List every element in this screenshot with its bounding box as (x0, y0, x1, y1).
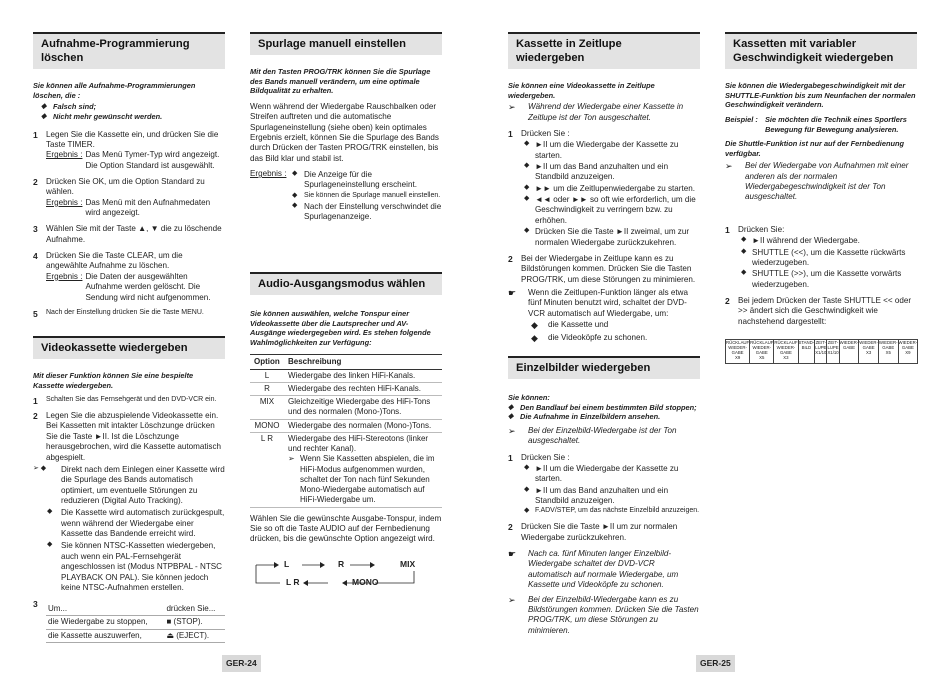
cell-line: GABE (901, 344, 914, 350)
step-number: 2 (508, 253, 513, 264)
table-cell: L R (250, 432, 284, 507)
note-text: Bei der Wiedergabe von Aufnahmen mit einer anderen als der normalen Wiedergabegeschwindigkeit ist der Ton ausgeschaltet. (745, 161, 909, 202)
cell-line: X9 (905, 349, 911, 355)
table-cell: MONO (250, 419, 284, 432)
note-text: Bei der Einzelbild-Wiedergabe kann es zu Bildstörungen kommen. Drücken Sie die Tasten PROG/TRK, um diese Störungen zu minimieren. (528, 594, 699, 635)
diamond-icon: ◆ (524, 195, 530, 203)
arrow-icon: ➢ (288, 454, 295, 464)
table-cell: Um... (46, 603, 164, 616)
bullet-text: Nach der Einstellung verschwindet die Spurlagenanzeige. (304, 201, 442, 222)
step-2 (508, 254, 700, 285)
title-line: Kassetten mit variabler (733, 38, 857, 50)
column-1-lower (33, 336, 225, 643)
intro-text: Sie können eine Videokassette in Zeitlupe wiedergeben. (508, 81, 655, 100)
speed-cell (827, 340, 839, 364)
step-text: Bei jedem Drücken der Taste SHUTTLE << oder >> ändert sich die Geschwindigkeit wie nachstehend dargestellt: (738, 295, 912, 326)
table-row (726, 340, 918, 364)
body-text: Wählen Sie die gewünschte Ausgabe-Tonspur, indem Sie so oft die Taste AUDIO auf der Fernbedienung drücken, bis die gewünschte Option angezeigt wird. (250, 513, 442, 544)
step-text: Drücken Sie : (521, 452, 570, 462)
cell-line: GABE (731, 349, 744, 355)
title-line: wiedergeben (516, 52, 585, 64)
bullet (528, 320, 700, 332)
note-text: Wenn Sie Kassetten abspielen, die im HiFi-Modus aufgenommen wurden, schaltet der Ton nach fünf Sekunden Mono-Wiedergabe automatisch auf HiFi-Wiedergabe um. (300, 454, 435, 505)
step-text: Drücken Sie die Taste CLEAR, um die angewählte Aufnahme zu löschen. (46, 251, 183, 271)
example-text: Sie möchten die Technik eines Sportlers Bewegung für Bewegung analysieren. (765, 114, 907, 134)
cell-line: RÜCKLAUF (726, 340, 750, 346)
bullet (521, 162, 700, 183)
step-5 (33, 309, 225, 320)
bullet-text: ►II während der Wiedergabe. (752, 236, 860, 246)
page-number-right: GER-25 (696, 655, 735, 672)
table-row (46, 616, 225, 629)
arrow-icon: ➢ (508, 425, 516, 436)
bullet (521, 140, 700, 161)
title-line: löschen (41, 52, 84, 64)
table-cell: Wiedergabe des normalen (Mono-)Tons. (284, 419, 442, 432)
step-1 (508, 129, 700, 248)
diamond-icon: ◆ (524, 227, 530, 235)
cell-line: STAND- (798, 340, 815, 346)
bullet-text: ►II um die Wiedergabe der Kassette zu starten. (535, 463, 679, 484)
cell-line: ZEIT- (827, 340, 839, 346)
audio-cycle-diagram (250, 557, 442, 593)
result (46, 272, 225, 303)
cell-text: Wiedergabe des HiFi-Stereotons (linker und rechter Kanal). (288, 433, 429, 454)
result-label: Ergebnis : (250, 169, 287, 179)
step-number: 2 (725, 295, 730, 306)
bullet-text: ◄◄ oder ►► so oft wie erforderlich, um die Geschwindigkeit zu verringern bzw. zu erhöhen. (535, 195, 696, 225)
note (508, 595, 700, 636)
section-title-audio-output: Audio-Ausgangsmodus wählen (250, 272, 442, 295)
speed-cell (774, 340, 798, 364)
intro-text: Mit dieser Funktion können Sie eine bespielte Kassette wiedergeben. (33, 371, 194, 390)
note (288, 454, 438, 505)
speed-cell (898, 340, 918, 364)
table-cell: Wiedergabe des linken HiFi-Kanals. (284, 369, 442, 382)
table-row (250, 432, 442, 507)
flow-label-r: R (338, 558, 345, 569)
note-text: Während der Wiedergabe einer Kassette in Zeitlupe ist der Ton ausgeschaltet. (528, 102, 684, 122)
bullet (738, 269, 917, 290)
table-cell: ⏏ (EJECT). (164, 629, 225, 642)
bullet (521, 227, 700, 248)
table-cell: MIX (250, 396, 284, 419)
step-number: 1 (508, 128, 513, 139)
column-2-lower (250, 272, 442, 593)
table-cell: die Wiedergabe zu stoppen, (46, 616, 164, 629)
section-title-play-cassette: Videokassette wiedergeben (33, 336, 225, 359)
table-cell: L (250, 369, 284, 382)
section-title-single-frame: Einzelbilder wiedergeben (508, 356, 700, 379)
step-number: 5 (33, 308, 38, 319)
intro-text: Die Shuttle-Funktion ist nur auf der Fernbedienung verfügbar. (725, 139, 905, 158)
column-3 (508, 32, 700, 344)
step-3 (33, 599, 225, 643)
diamond-icon: ◆ (41, 103, 47, 111)
note-text: Bei der Einzelbild-Wiedergabe ist der Ton ausgeschaltet. (528, 425, 677, 446)
cell-line: WIEDER- (898, 340, 918, 346)
tip-text: Wenn die Zeitlupen-Funktion länger als etwa fünf Minuten benutzt wird, schaltet der DVD-VCR automatisch auf Wiedergabe, um: (528, 288, 689, 318)
speed-cell (750, 340, 774, 364)
shuttle-speed-table (725, 339, 918, 364)
step-number: 2 (33, 176, 38, 187)
bullet-text: F.ADV/STEP, um das nächste Einzelbild anzuzeigen. (535, 507, 700, 515)
step-1 (33, 130, 225, 171)
cell-line: BILD (801, 344, 812, 350)
cell-line: X1/10 (815, 349, 827, 355)
step-number: 2 (33, 411, 38, 422)
table-row (250, 382, 442, 395)
table-cell: Wiedergabe des rechten HiFi-Kanals. (284, 382, 442, 395)
step-number: 4 (33, 251, 38, 262)
bullet (292, 202, 442, 223)
speed-cell (878, 340, 898, 364)
result (46, 150, 225, 171)
diamond-icon: ◆ (741, 247, 747, 255)
column-2 (250, 32, 442, 222)
flow-label-l: L (284, 558, 290, 569)
bullet-text: Den Bandlauf bei einem bestimmten Bild stoppen; (520, 402, 697, 412)
table-cell: Gleichzeitige Wiedergabe des HiFi-Tons und des normalen (Mono-)Tons. (284, 396, 442, 419)
audio-options-table (250, 354, 442, 508)
bullet-text: Direkt nach dem Einlegen einer Kassette wird die Spurlage des Bands automatisch optimiert, um eventuelle Störungen zu reduzieren (Digital Auto Tracking). (61, 464, 225, 505)
bullet-text: ►II um das Band anzuhalten und ein Standbild anzuzeigen. (535, 485, 669, 506)
diamond-icon: ◆ (524, 162, 530, 170)
result-text: Das Menü Tymer-Typ wird angezeigt. Die Option Standard ist ausgewählt. (85, 150, 220, 170)
step-text: Legen Sie die abzuspielende Videokassette ein. Bei Kassetten mit intakter Löschzunge drücken Sie die Taste ►II. Ist die Löschzunge herausgebrochen, wird die Kassette automatisch abgespielt. (46, 411, 222, 462)
note (508, 426, 700, 447)
bullet (33, 541, 225, 593)
diamond-icon: ◆ (292, 201, 298, 209)
tip (508, 288, 700, 344)
example-label: Beispiel : (725, 114, 758, 124)
step-1 (508, 453, 700, 517)
bullet-text: Sie können NTSC-Kassetten wiedergeben, auch wenn ein PAL-Fernsehgerät angeschlossen ist (Modus NTPBPAL - NTSC PLAYBACK ON PAL). Sie können jedoch keine NTSC-Aufnahmen erstellen. (61, 541, 223, 592)
section-title-slow-motion (508, 32, 700, 69)
diamond-icon: ◆ (524, 183, 530, 191)
bullet (521, 464, 700, 485)
step-4 (33, 251, 225, 303)
table-cell (284, 432, 442, 507)
step-number: 3 (33, 224, 38, 235)
column-3-lower (508, 356, 700, 636)
diamond-icon: ◆ (741, 269, 747, 277)
cell-line: GABE (755, 349, 768, 355)
speed-cell (726, 340, 750, 364)
result-label: Ergebnis : (46, 271, 83, 281)
diamond-icon: ◆ (524, 463, 530, 471)
cell-line: X5 (759, 354, 765, 360)
note (508, 102, 700, 123)
step-number: 3 (33, 599, 38, 610)
bullet (292, 192, 442, 201)
bullet (521, 184, 700, 194)
step-2 (508, 522, 700, 543)
bullet-text: Falsch sind; (53, 102, 97, 112)
step-text: Drücken Sie: (738, 224, 785, 234)
column-4 (725, 32, 917, 364)
step-number: 1 (725, 224, 730, 235)
diamond-icon: ◆ (292, 191, 298, 199)
table-row (250, 369, 442, 382)
table-header (46, 603, 225, 616)
section-title-delete-programming (33, 32, 225, 69)
speed-cell (859, 340, 879, 364)
section-title-variable-speed (725, 32, 917, 69)
bullet-text: Sie können die Spurlage manuell einstellen. (304, 191, 441, 199)
speed-cell (798, 340, 815, 364)
flow-label-mix: MIX (400, 558, 416, 569)
result-text: Das Menü mit den Aufnahmedaten wird angezeigt. (85, 197, 211, 218)
step-3 (33, 224, 225, 245)
step-2 (725, 296, 917, 327)
tip-text: Nach ca. fünf Minuten langer Einzelbild-Wiedergabe schaltet der DVD-VCR automatisch auf normale Wiedergabe, um Kassette und Videoköpfe zu schonen. (528, 549, 679, 590)
note (725, 161, 917, 202)
cell-line: RÜCKLAUF (774, 340, 798, 346)
cell-line: GABE (882, 344, 895, 350)
result-label: Ergebnis : (46, 197, 83, 207)
step-text: Nach der Einstellung drücken Sie die Taste MENU. (46, 308, 204, 316)
table-header-cell: Beschreibung (284, 354, 442, 369)
diamond-icon: ◆ (47, 508, 53, 516)
cell-line: X3 (865, 349, 872, 355)
table-cell: ■ (STOP). (164, 616, 225, 629)
step-2 (33, 411, 225, 463)
table-row (250, 419, 442, 432)
cell-line: WIEDER- (728, 344, 747, 350)
step-number: 1 (508, 452, 513, 463)
speed-cell (815, 340, 827, 364)
bullet (292, 170, 442, 191)
intro-text: Sie können auswählen, welche Tonspur einer Videokassette über die Lautsprecher und AV-Ausgänge wiedergegeben wird. Es stehen folgende Wahlmöglichkeiten zur Verfügung: (250, 309, 431, 347)
tip (508, 549, 700, 590)
cell-line: WIEDER- (752, 344, 772, 350)
bullet-text: ►II um das Band anzuhalten und ein Standbild anzuzeigen. (535, 162, 669, 182)
table-row (46, 629, 225, 642)
intro-text: Mit den Tasten PROG/TRK können Sie die Spurlage des Bands manuell verändern, um eine optimale Bildqualität zu erhalten. (250, 67, 431, 96)
arrow-icon: ➢ (508, 102, 516, 113)
step-1 (725, 225, 917, 290)
table-cell: die Kassette auszuwerfen, (46, 629, 164, 642)
step-text: Schalten Sie das Fernsehgerät und den DVD-VCR ein. (46, 396, 217, 404)
step-text: Drücken Sie die Taste ►II um zur normalen Wiedergabe zurückzukehren. (521, 522, 678, 542)
body-text: Wenn während der Wiedergabe Rauschbalken oder Streifen auftreten und die automatische Spurlageneinstellung (siehe oben) kein optimales Ergebnis erzielt, können Sie die Spurlage des Bands durch Drücken der Tasten PROG/TRK einstellen, bis das Bild klar und stabil ist. (250, 101, 439, 163)
diamond-icon: ◆ (292, 170, 298, 178)
table-row (250, 396, 442, 419)
diamond-icon: ◆ (531, 332, 538, 343)
table-cell: R (250, 382, 284, 395)
step-number: 2 (508, 522, 513, 533)
title-line: Geschwindigkeit wiedergeben (733, 52, 894, 64)
bullet (33, 465, 225, 506)
diamond-icon: ◆ (508, 403, 514, 411)
arrow-icon: ➢ (725, 161, 733, 172)
bullet (521, 507, 700, 516)
pointing-hand-icon: ☛ (508, 288, 517, 298)
step-2 (33, 177, 225, 218)
section-title-manual-tracking: Spurlage manuell einstellen (250, 32, 442, 55)
cell-line: LUPE (815, 344, 827, 350)
bullet-text: ►II um die Wiedergabe der Kassette zu starten. (535, 140, 679, 160)
stop-eject-table (46, 603, 225, 643)
cell-line: LUPE (827, 344, 839, 350)
speed-cell (839, 340, 859, 364)
step-text: Wählen Sie mit der Taste ▲, ▼ die zu löschende Aufnahme. (46, 224, 222, 244)
cell-line: GABE (862, 344, 875, 350)
bullet (521, 486, 700, 507)
diamond-icon: ◆ (524, 507, 530, 515)
step-1 (33, 396, 225, 407)
cell-line: GABE (843, 344, 855, 350)
step-text: Legen Sie die Kassette ein, und drücken Sie die Taste TIMER. (46, 129, 219, 149)
bullet-text: Die Anzeige für die Spurlageneinstellung erscheint. (304, 170, 417, 190)
diamond-icon: ◆ (524, 485, 530, 493)
table-header-cell: Option (250, 354, 284, 369)
bullet-text: Drücken Sie die Taste ►II zweimal, um zur normalen Wiedergabe zurückzukehren. (535, 227, 690, 247)
bullet-text: Die Kassette wird automatisch zurückgespult, wenn während der Wiedergabe einer Kassette das Bandende erreicht wird. (61, 508, 225, 539)
result (46, 198, 225, 219)
cell-line: X9 (734, 354, 741, 360)
bullet-text: die Kassette und (548, 320, 609, 330)
bullet (41, 112, 225, 122)
pointing-hand-icon: ☛ (508, 549, 517, 560)
bullet (528, 333, 700, 345)
diamond-icon: ◆ (531, 320, 538, 331)
flow-label-lr: L R (286, 576, 300, 587)
cell-line: ZEIT- (815, 340, 827, 346)
bullet-text: die Videoköpfe zu schonen. (548, 332, 648, 342)
bullet (33, 508, 225, 539)
title-line: Aufnahme-Programmierung (41, 38, 190, 50)
bullet (508, 412, 700, 422)
diamond-icon: ◆ (508, 413, 514, 421)
diamond-icon: ◆ (741, 236, 747, 244)
cell-line: GABE (779, 349, 792, 355)
cell-line: X5 (885, 349, 891, 355)
flow-label-mono: MONO (352, 576, 379, 587)
table-header (250, 354, 442, 369)
result-label: Ergebnis : (46, 150, 83, 160)
cell-line: X3 (783, 354, 789, 360)
bullet (521, 195, 700, 226)
diamond-icon: ◆ (524, 140, 530, 148)
bullet (738, 248, 917, 269)
step-text: Bei der Wiedergabe in Zeitlupe kann es zu Bildstörungen kommen. Drücken Sie die Tasten PROG/TRK, um diese Störungen zu minimieren. (521, 253, 696, 284)
cell-line: RÜCKLAUF (750, 340, 774, 346)
step-number: 1 (33, 396, 38, 407)
bullet (738, 236, 917, 246)
intro-text: Sie können: (508, 393, 550, 402)
cell-line: WIEDER- (859, 340, 878, 346)
table-cell: drücken Sie... (164, 603, 225, 616)
arrow-icon: ➢ (508, 594, 516, 605)
intro-text: Sie können die Wiedergabegeschwindigkeit mit der SHUTTLE-Funktion bis zum Neunfachen der normalen Geschwindigkeit verändern. (725, 81, 916, 110)
bullet-text: Die Aufnahme in Einzelbildern ansehen. (520, 412, 661, 422)
result-text: Die Daten der ausgewählten Aufnahme werden gelöscht. Die Sendung wird nicht aufgenommen. (85, 271, 211, 302)
cell-line: WIEDER- (776, 344, 796, 350)
step-number: 1 (33, 129, 38, 140)
diamond-icon: ◆ (47, 541, 53, 549)
diamond-icon: ◆ (41, 112, 47, 120)
title-line: Kassette in Zeitlupe (516, 38, 622, 50)
bullet (41, 102, 225, 112)
step-text: Drücken Sie : (521, 128, 570, 138)
step-text: Drücken Sie OK, um die Option Standard zu wählen. (46, 176, 205, 197)
bullet-text: SHUTTLE (<<), um die Kassette rückwärts wiederzugeben. (752, 247, 906, 267)
example (725, 115, 917, 134)
cell-line: WIEDER- (839, 340, 859, 346)
bullet (508, 403, 700, 413)
cell-line: X1/10 (827, 349, 839, 355)
column-1 (33, 32, 225, 320)
cell-line: WIEDER- (878, 340, 898, 346)
page-number-left: GER-24 (222, 655, 261, 672)
result (250, 169, 442, 222)
intro-text: Sie können alle Aufnahme-Programmierungen löschen, die : (33, 81, 196, 100)
bullet-text: Nicht mehr gewünscht werden. (53, 111, 163, 121)
bullet-text: SHUTTLE (>>), um die Kassette vorwärts wiederzugeben. (752, 269, 902, 289)
bullet-text: ►► um die Zeitlupenwiedergabe zu starten. (535, 183, 695, 193)
arrow-diamond-icon: ➢ ◆ (33, 464, 47, 472)
